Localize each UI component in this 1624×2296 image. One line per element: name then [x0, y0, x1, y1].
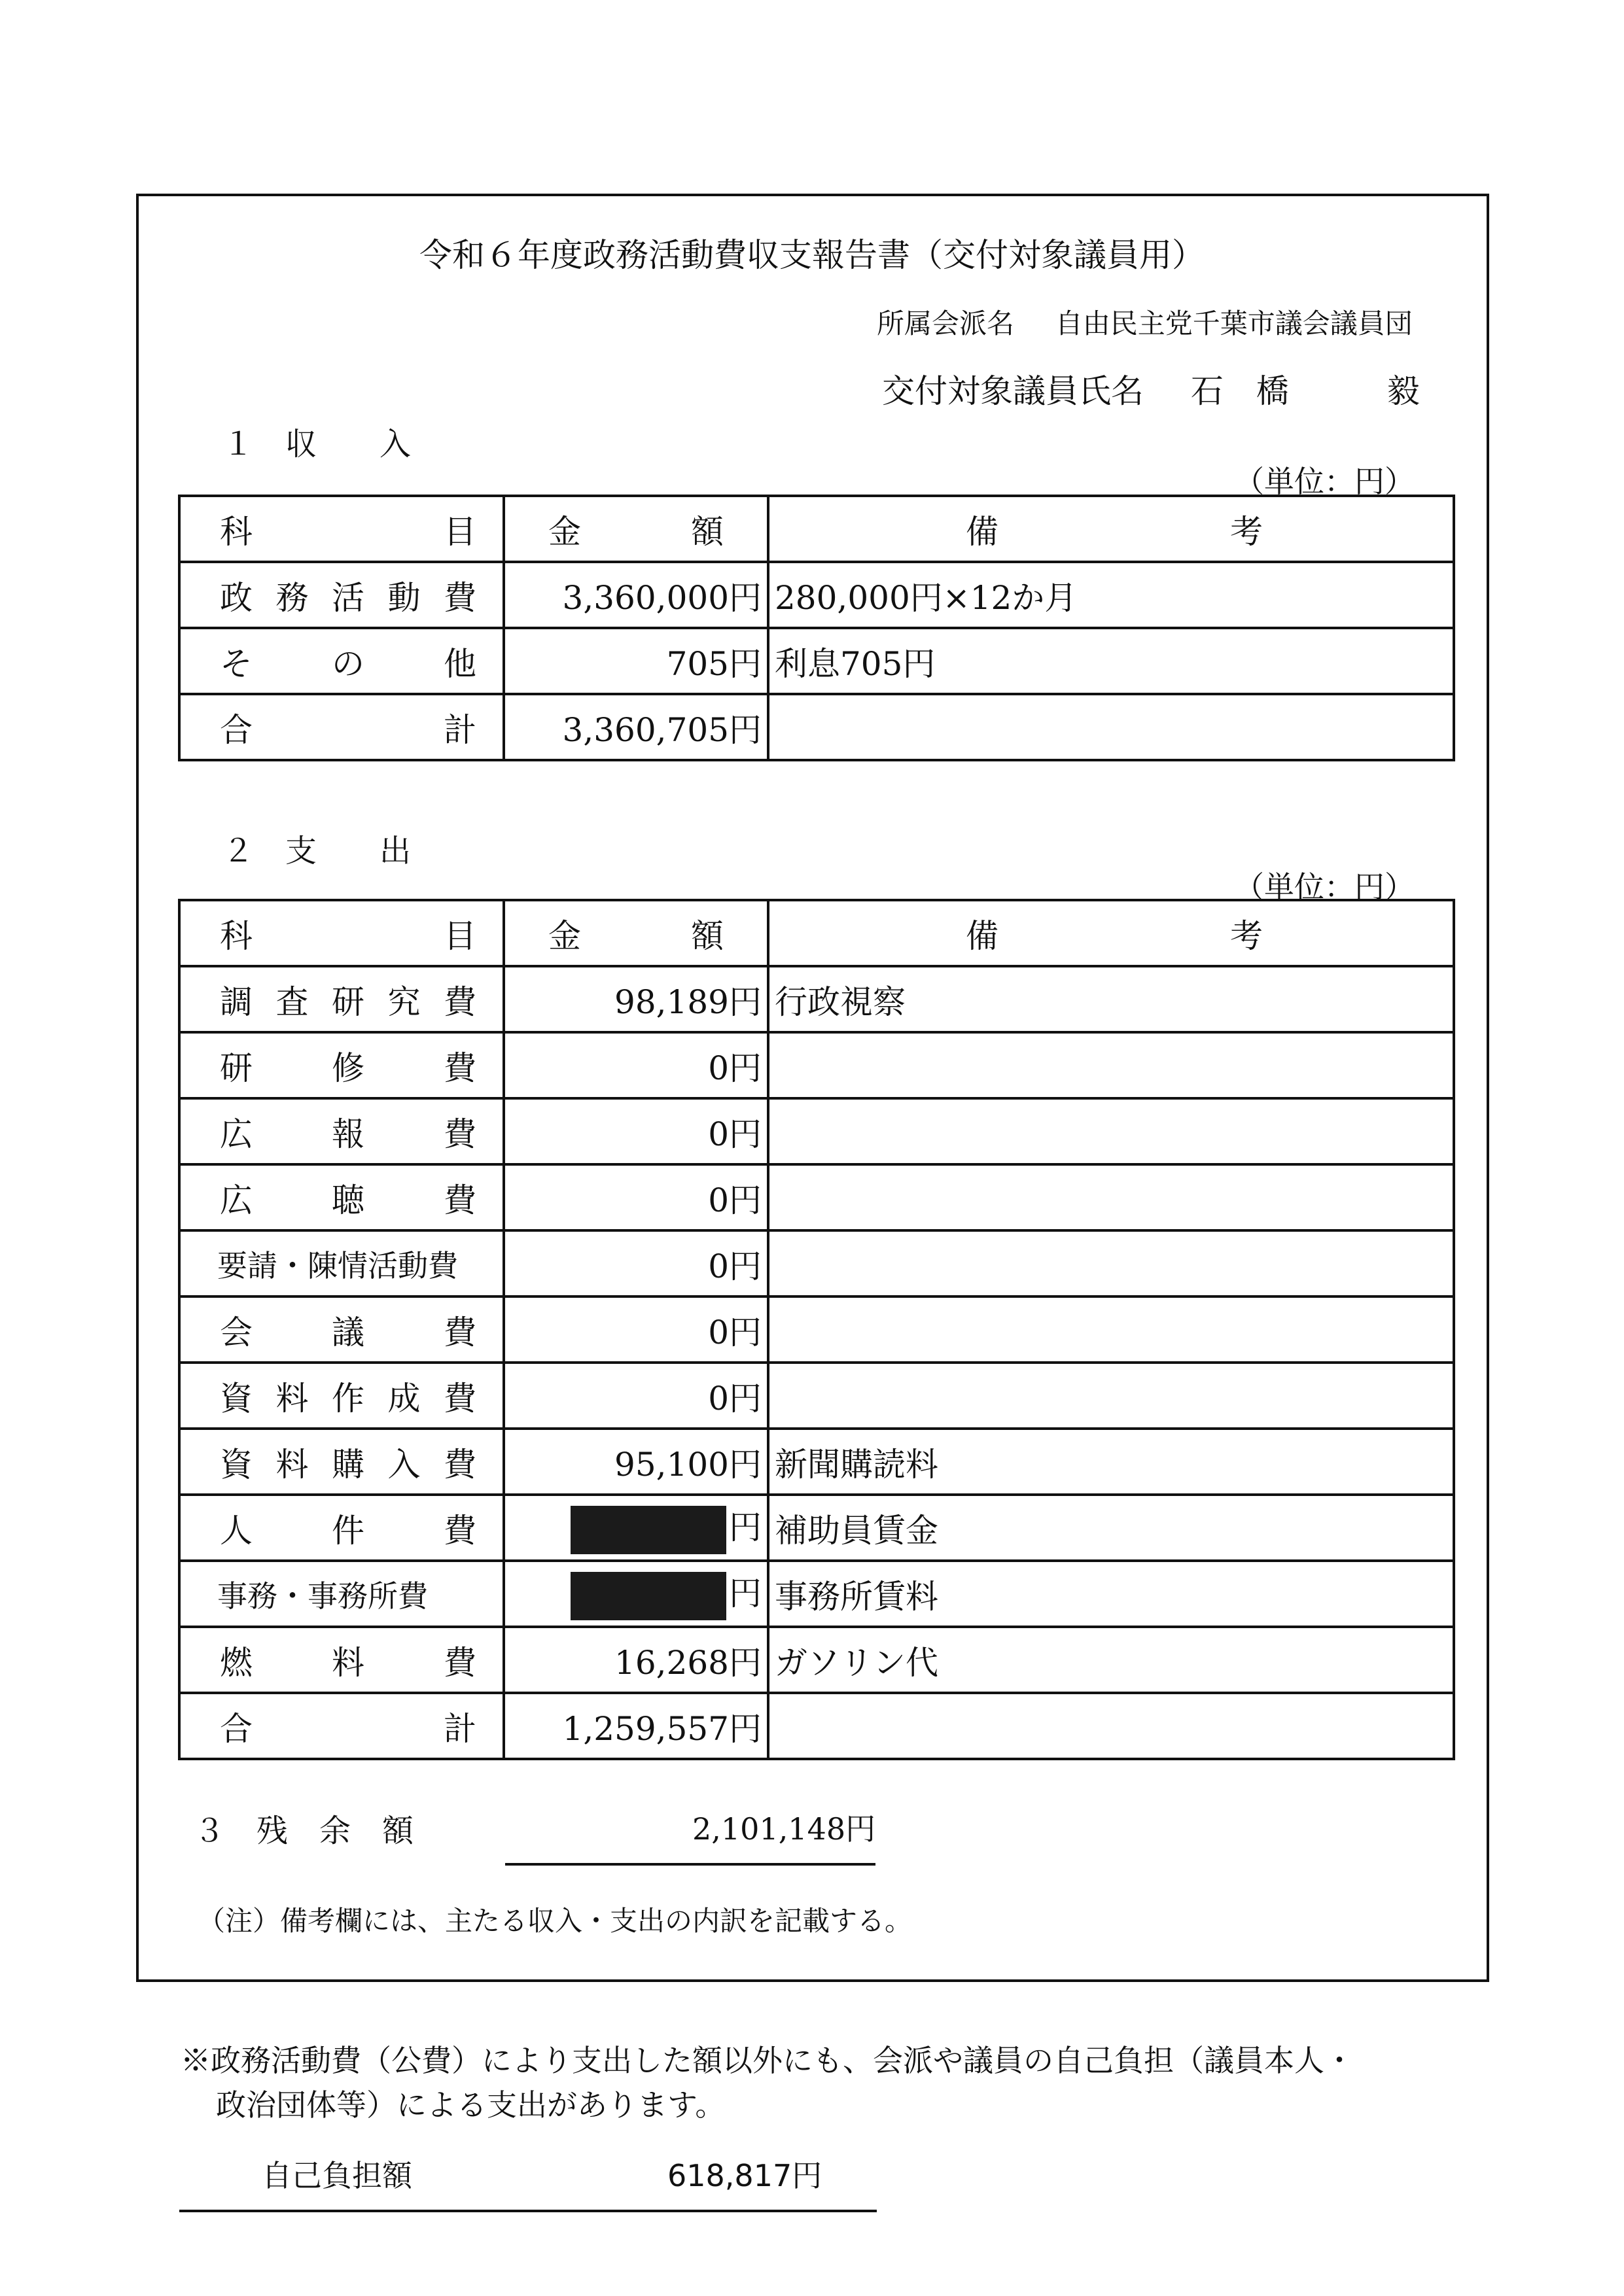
table-row-total: [179, 694, 1454, 760]
table-row: [179, 1561, 1454, 1627]
table-row: [179, 1627, 1454, 1693]
row-subject: その他: [179, 628, 504, 694]
table-row: [179, 1363, 1454, 1429]
row-subject: 広聴費: [179, 1164, 504, 1230]
member-line: [882, 365, 1420, 412]
header-remarks: 備考: [768, 900, 1454, 966]
table-row: [179, 1098, 1454, 1164]
row-subject: 合計: [179, 1693, 504, 1759]
row-subject: 調査研究費: [179, 966, 504, 1032]
row-remarks: 行政視察: [768, 966, 1454, 1032]
row-amount: 0円: [504, 1230, 768, 1296]
disclaimer-line-1: ※政務活動費（公費）により支出した額以外にも、会派や議員の自己負担（議員本人・: [181, 2043, 1354, 2078]
member-name: 石 橋 毅: [1190, 372, 1420, 410]
row-amount: 0円: [504, 1296, 768, 1363]
income-table: [178, 495, 1455, 761]
row-amount: 0円: [504, 1098, 768, 1164]
row-amount: 1,259,557円: [504, 1693, 768, 1759]
row-amount: 0円: [504, 1363, 768, 1429]
header-amount: 金額: [504, 496, 768, 562]
row-remarks: 事務所賃料: [768, 1561, 1454, 1627]
table-row: [179, 628, 1454, 694]
party-line: [877, 302, 1413, 341]
redaction-block: [571, 1572, 726, 1620]
row-amount: 0円: [504, 1032, 768, 1098]
table-row: [179, 562, 1454, 628]
table-row-total: [179, 1693, 1454, 1759]
footnote: （注）備考欄には、主たる収入・支出の内訳を記載する。: [198, 1905, 913, 1937]
redaction-block: [571, 1506, 726, 1554]
row-subject: 合計: [179, 694, 504, 760]
header-remarks: 備考: [768, 496, 1454, 562]
row-amount: 円: [504, 1495, 768, 1561]
row-remarks: [768, 1098, 1454, 1164]
row-subject: 人件費: [179, 1495, 504, 1561]
expense-section-title: ２ 支 出: [222, 833, 412, 869]
header-subject: 科目: [179, 900, 504, 966]
table-row: [179, 1495, 1454, 1561]
table-header-row: [179, 496, 1454, 562]
self-burden-value: 618,817円: [667, 2158, 822, 2193]
party-name: 自由民主党千葉市議会議員団: [1055, 307, 1413, 339]
disclaimer-line-2: 政治団体等）による支出があります。: [216, 2087, 726, 2123]
balance-underline: [505, 1863, 875, 1866]
row-remarks: [768, 1363, 1454, 1429]
row-remarks: ガソリン代: [768, 1627, 1454, 1693]
self-burden-underline: [179, 2210, 877, 2212]
row-amount: 円: [504, 1561, 768, 1627]
income-unit: （単位：円）: [1234, 464, 1415, 499]
row-subject: 政務活動費: [179, 562, 504, 628]
table-header-row: [179, 900, 1454, 966]
row-remarks: [768, 1693, 1454, 1759]
row-subject: 資料作成費: [179, 1363, 504, 1429]
row-remarks: [768, 1164, 1454, 1230]
row-remarks: 新聞購読料: [768, 1429, 1454, 1495]
row-remarks: 利息705円: [768, 628, 1454, 694]
party-label: 所属会派名: [877, 307, 1015, 339]
row-amount: 95,100円: [504, 1429, 768, 1495]
member-label: 交付対象議員氏名: [882, 372, 1144, 410]
row-remarks: 280,000円×12か月: [768, 562, 1454, 628]
table-row: [179, 1032, 1454, 1098]
table-row: [179, 1164, 1454, 1230]
report-title: 令和６年度政務活動費収支報告書（交付対象議員用）: [419, 236, 1205, 274]
row-subject: 燃料費: [179, 1627, 504, 1693]
row-amount: 3,360,000円: [504, 562, 768, 628]
row-subject: 研修費: [179, 1032, 504, 1098]
row-amount: 98,189円: [504, 966, 768, 1032]
row-subject: 広報費: [179, 1098, 504, 1164]
row-remarks: [768, 1296, 1454, 1363]
table-row: [179, 1230, 1454, 1296]
row-remarks: 補助員賃金: [768, 1495, 1454, 1561]
header-subject: 科目: [179, 496, 504, 562]
table-row: [179, 1429, 1454, 1495]
row-amount: 705円: [504, 628, 768, 694]
row-subject: 資料購入費: [179, 1429, 504, 1495]
table-row: [179, 966, 1454, 1032]
row-amount: 0円: [504, 1164, 768, 1230]
balance-value: 2,101,148円: [692, 1811, 876, 1847]
header-amount: 金額: [504, 900, 768, 966]
expense-table: [178, 899, 1455, 1760]
row-amount: 3,360,705円: [504, 694, 768, 760]
row-subject: 事務・事務所費: [179, 1561, 504, 1627]
row-remarks: [768, 1032, 1454, 1098]
row-remarks: [768, 694, 1454, 760]
row-subject: 要請・陳情活動費: [179, 1230, 504, 1296]
expense-unit: （単位：円）: [1234, 869, 1415, 905]
balance-label: ３ 残 余 額: [194, 1813, 414, 1849]
row-subject: 会議費: [179, 1296, 504, 1363]
row-remarks: [768, 1230, 1454, 1296]
income-section-title: １ 収 入: [222, 426, 412, 462]
table-row: [179, 1296, 1454, 1363]
row-amount: 16,268円: [504, 1627, 768, 1693]
self-burden-label: 自己負担額: [262, 2158, 412, 2193]
